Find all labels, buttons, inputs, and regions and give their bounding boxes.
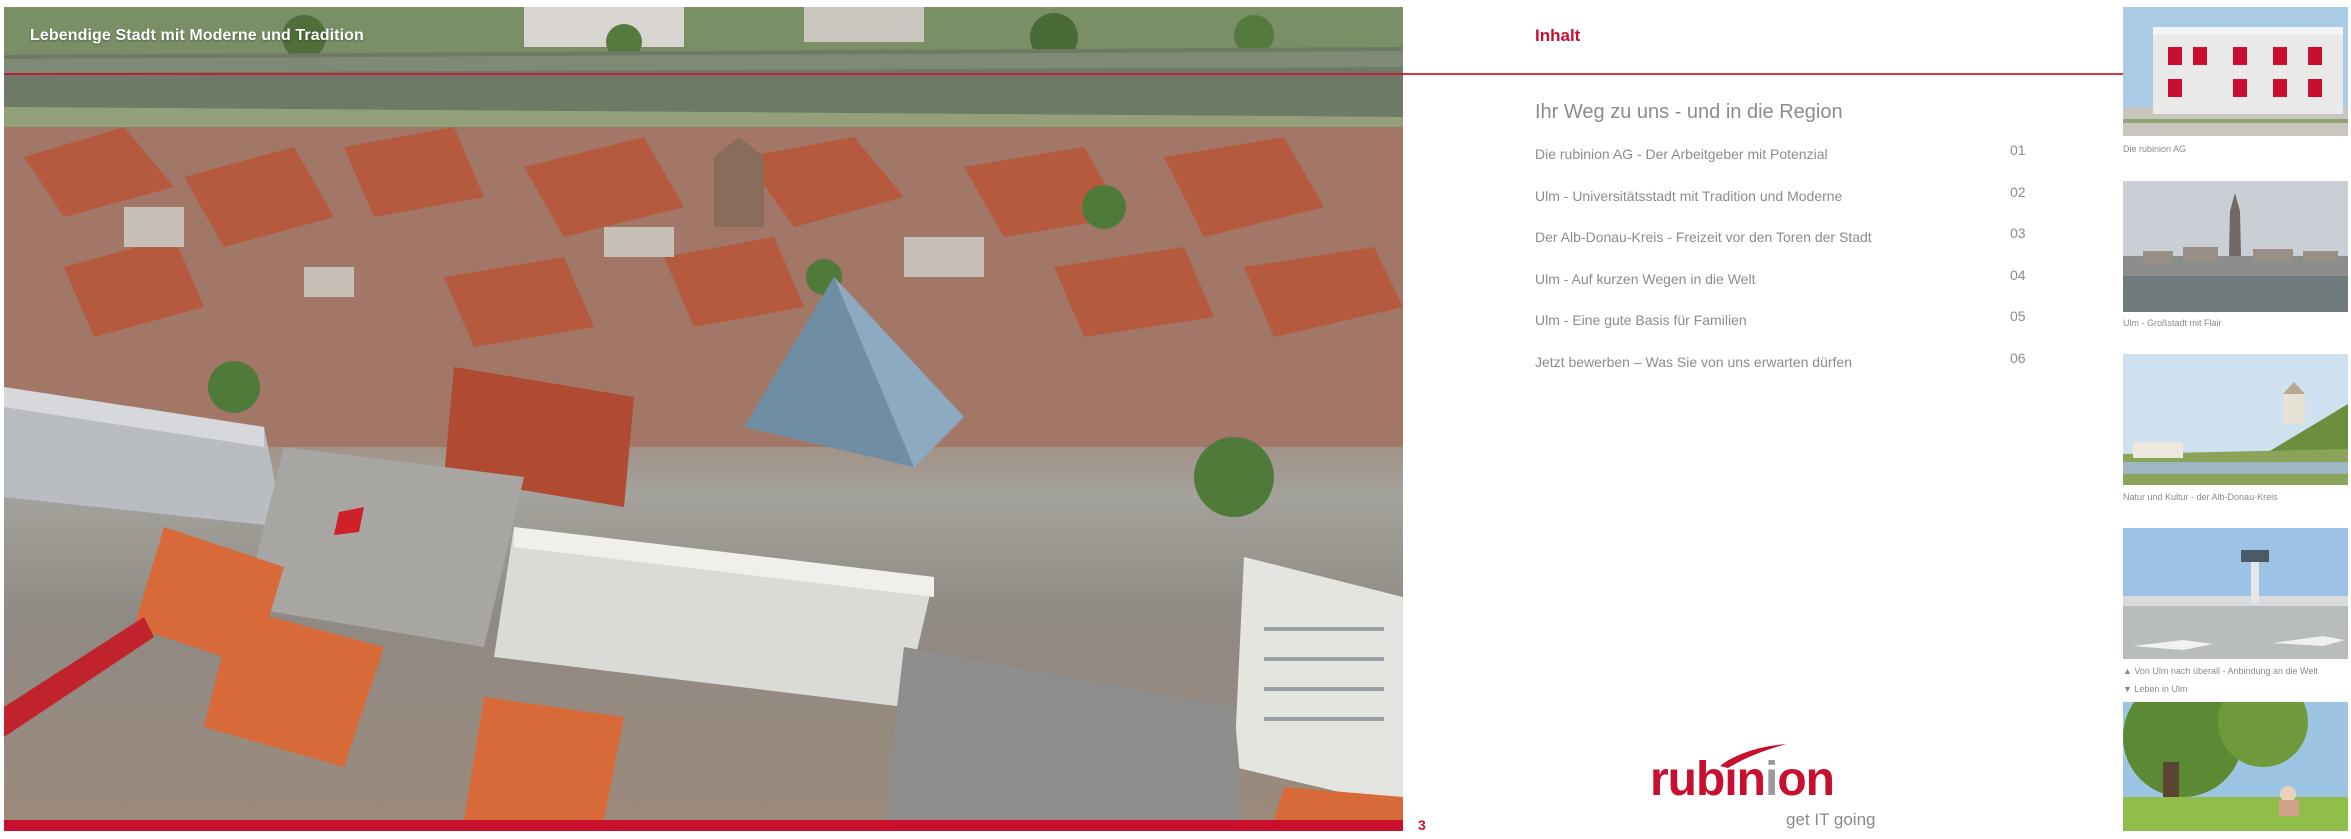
thumbnail-caption: ▼ Leben in Ulm <box>2123 684 2188 694</box>
thumbnail-alb-donau <box>2123 354 2348 485</box>
city-skyline-image <box>2123 181 2348 312</box>
thumbnail-rubinion-building <box>2123 7 2348 136</box>
toc-heading: Inhalt <box>1535 26 1581 45</box>
logo-tagline: get IT going <box>1786 810 1876 829</box>
toc-item-label: Ulm - Eine gute Basis für Familien <box>1535 312 1747 328</box>
toc-item-label: Die rubinion AG - Der Arbeitgeber mit Potenzial <box>1535 146 1828 162</box>
toc-item[interactable] <box>1535 225 2035 253</box>
thumbnail-caption: Ulm - Großstadt mit Flair <box>2123 318 2222 328</box>
hero-title: Lebendige Stadt mit Moderne und Tradition <box>30 27 364 44</box>
toc-item[interactable] <box>1535 142 2035 170</box>
park-family-image <box>2123 702 2348 831</box>
bottom-red-bar <box>4 820 1403 831</box>
toc-item-number: 04 <box>2010 267 2026 283</box>
thumbnail-leben-in-ulm <box>2123 702 2348 831</box>
logo-word-part: on <box>1777 753 1834 806</box>
toc-item-label: Ulm - Auf kurzen Wegen in die Welt <box>1535 271 1756 287</box>
thumbnail-caption: Die rubinion AG <box>2123 144 2187 154</box>
toc-item-number: 05 <box>2010 308 2026 324</box>
toc-item-number: 02 <box>2010 184 2026 200</box>
toc-item[interactable] <box>1535 267 2035 295</box>
hero-aerial-photo <box>4 7 1403 820</box>
thumbnail-ulm-skyline <box>2123 181 2348 312</box>
page-number: 3 <box>1418 817 1426 833</box>
toc-item-number: 03 <box>2010 225 2026 241</box>
office-building-image <box>2123 7 2348 136</box>
toc-section-title: Ihr Weg zu uns - und in die Region <box>1535 101 1843 123</box>
toc-item-label: Jetzt bewerben – Was Sie von uns erwarten dürfen <box>1535 354 1852 370</box>
airport-tower-image <box>2123 528 2348 659</box>
toc-item-label: Der Alb-Donau-Kreis - Freizeit vor den Toren der Stadt <box>1535 229 1872 245</box>
toc-item-number: 01 <box>2010 142 2026 158</box>
rubinion-logo <box>1648 742 1878 834</box>
thumbnail-caption: ▲ Von Ulm nach überall - Anbindung an die Welt <box>2123 666 2318 676</box>
toc-item-number: 06 <box>2010 350 2026 366</box>
logo-word-part: rubin <box>1650 753 1765 806</box>
thumbnail-airport <box>2123 528 2348 659</box>
thumbnail-caption: Natur und Kultur - der Alb-Donau-Kreis <box>2123 492 2278 502</box>
aerial-city-illustration <box>4 7 1403 820</box>
toc-item[interactable] <box>1535 184 2035 212</box>
top-rule-left <box>4 73 1403 75</box>
logo-word-part: i <box>1764 753 1778 806</box>
landscape-castle-image <box>2123 354 2348 485</box>
logo-wordmark <box>1650 753 1834 806</box>
top-rule-right <box>1403 73 2123 75</box>
toc-item[interactable] <box>1535 350 2035 378</box>
toc-item[interactable] <box>1535 308 2035 336</box>
toc-item-label: Ulm - Universitätsstadt mit Tradition und Moderne <box>1535 188 1843 204</box>
